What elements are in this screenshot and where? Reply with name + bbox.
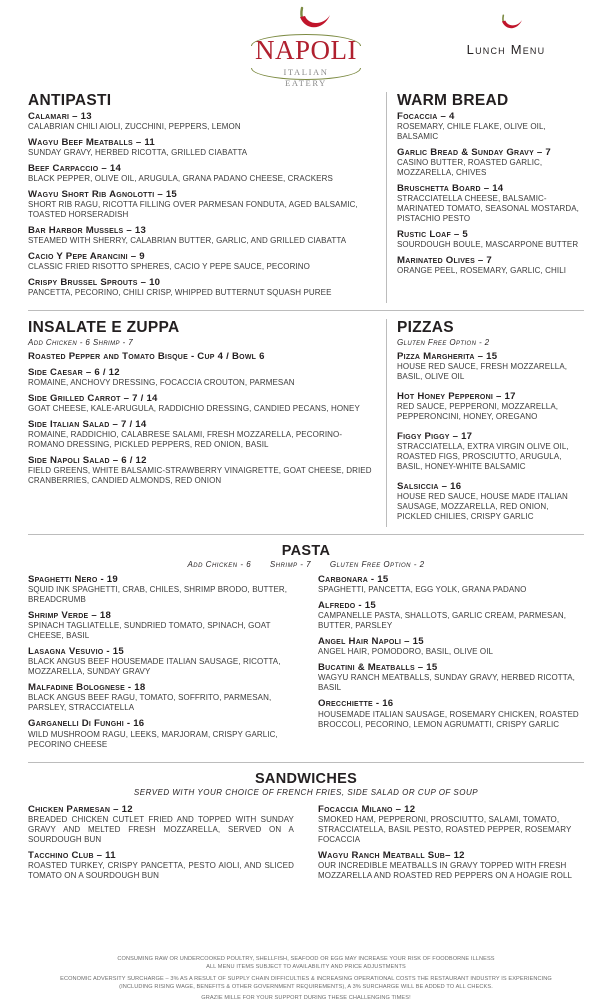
item-description: ROSEMARY, CHILE FLAKE, OLIVE OIL, BALSAMIC xyxy=(397,122,546,142)
item-name: Angel Hair Napoli – 15 xyxy=(318,636,424,648)
column-divider xyxy=(386,319,387,527)
item-name: Orecchiette - 16 xyxy=(318,698,394,710)
menu-item xyxy=(28,646,294,677)
item-description: ANGEL HAIR, POMODORO, BASIL, OLIVE OIL xyxy=(318,647,494,657)
item-description: ORANGE PEEL, ROSEMARY, GARLIC, CHILI xyxy=(397,266,567,276)
item-description: STRACCIATELLA CHEESE, BALSAMIC-MARINATED TOMATO, SEASONAL MOSTARDA, PISTACHIO PESTO xyxy=(397,194,579,224)
item-name: Beef Carpaccio – 14 xyxy=(28,163,122,175)
menu-item xyxy=(28,419,376,450)
item-name: Calamari – 13 xyxy=(28,111,92,122)
item-name: Cacio Y Pepe Arancini – 9 xyxy=(28,251,145,263)
pasta-left-column xyxy=(28,574,294,754)
item-description: RED SAUCE, PEPPERONI, MOZZARELLA, PEPPERONCINI, HONEY, OREGANO xyxy=(397,402,559,422)
item-name: Wagyu Beef Meatballs – 11 xyxy=(28,137,156,149)
insalate-section xyxy=(28,319,386,527)
item-description: SPAGHETTI, PANCETTA, EGG YOLK, GRANA PADANO xyxy=(318,585,527,595)
chili-pepper-icon xyxy=(246,6,366,36)
item-description: WAGYU RANCH MEATBALLS, SUNDAY GRAVY, HERBED RICOTTA, BASIL xyxy=(318,673,575,693)
item-name: Rustic Loaf – 5 xyxy=(397,229,468,241)
item-name: Bucatini & Meatballs – 15 xyxy=(318,662,438,674)
logo-subtitle-italian: ITALIAN xyxy=(283,67,329,77)
menu-item xyxy=(318,698,584,729)
footer-surcharge-line1: ECONOMIC ADVERSITY SURCHARGE – 3% AS A RESULT OF SUPPLY CHAIN DIFFICULTIES & INCREASING OPERATIONAL COSTS THE RESTAURANT INDUSTRY IS EXPERIENCING xyxy=(60,975,552,982)
item-description: ROASTED TURKEY, CRISPY PANCETTA, PESTO AIOLI, AND SLICED TOMATO ON A SOURDOUGH BUN xyxy=(28,860,294,880)
item-description: OUR INCREDIBLE MEATBALLS IN GRAVY TOPPED WITH FRESH MOZZARELLA AND ROASTED RED PEPPERS ON A HOAGIE ROLL xyxy=(318,860,573,880)
antipasti-section xyxy=(28,92,386,303)
menu-item xyxy=(318,662,584,693)
item-description: SOURDOUGH BOULE, MASCARPONE BUTTER xyxy=(397,240,579,250)
item-description: GOAT CHEESE, KALE-ARUGULA, RADDICHIO DRESSING, CANDIED PECANS, HONEY xyxy=(28,404,360,414)
footer-surcharge-line2: (INCLUDING RISING WAGE, BENEFITS & OTHER GOVERNMENT REQUIREMENTS), A 3% SURCHARGE WILL BE ADDED TO ALL CHECKS. xyxy=(119,984,493,991)
item-name: Bar Harbor Mussels – 13 xyxy=(28,225,147,237)
menu-item xyxy=(397,481,584,522)
menu-item xyxy=(28,850,294,881)
menu-item xyxy=(28,718,294,749)
top-columns xyxy=(28,92,584,303)
napoli-logo xyxy=(246,6,366,88)
sandwiches-subtitle: SERVED WITH YOUR CHOICE OF FRENCH FRIES, SIDE SALAD OR CUP OF SOUP xyxy=(133,787,479,797)
menu-item xyxy=(28,393,376,414)
menu-item xyxy=(397,351,584,382)
section-title-sandwiches: SANDWICHES xyxy=(254,770,358,787)
item-description: SMOKED HAM, PEPPERONI, PROSCIUTTO, SALAMI, TOMATO, STRACCIATELLA, BASIL PESTO, ROASTED PEPPER, ROSEMARY FOCACCIA xyxy=(318,814,572,844)
section-title-antipasti: ANTIPASTI xyxy=(28,92,112,109)
menu-item xyxy=(28,574,294,605)
sandwiches-header xyxy=(28,771,584,787)
antipasti-items xyxy=(28,111,376,298)
item-name: Salsiccia – 16 xyxy=(397,481,462,493)
menu-item xyxy=(28,189,376,220)
menu-item xyxy=(318,600,584,631)
menu-item xyxy=(318,804,584,845)
item-name: Lasagna Vesuvio - 15 xyxy=(28,646,124,658)
sandwiches-right-column xyxy=(318,804,584,886)
menu-item xyxy=(28,804,294,845)
pasta-gluten-free: Gluten Free Option - 2 xyxy=(329,560,425,570)
menu-item xyxy=(28,225,376,246)
item-name: Pizza Margherita – 15 xyxy=(397,351,498,363)
item-description: SPINACH TAGLIATELLE, SUNDRIED TOMATO, SPINACH, GOAT CHEESE, BASIL xyxy=(28,621,271,641)
menu-item xyxy=(28,367,376,388)
footer-allergen-notice: CONSUMING RAW OR UNDERCOOKED POULTRY, SHELLFISH, SEAFOOD OR EGG MAY INCREASE YOUR RISK OF FOODBORNE ILLNESS xyxy=(117,956,495,963)
item-description: PANCETTA, PECORINO, CHILI CRISP, WHIPPED BUTTERNUT SQUASH PUREE xyxy=(28,288,332,298)
menu-item xyxy=(28,455,376,486)
item-name: Figgy Piggy – 17 xyxy=(397,431,473,443)
item-description: SQUID INK SPAGHETTI, CRAB, CHILES, SHRIMP BRODO, BUTTER, BREADCRUMB xyxy=(28,585,288,605)
section-divider xyxy=(28,762,584,763)
menu-footer xyxy=(0,955,612,1002)
item-description: STEAMED WITH SHERRY, CALABRIAN BUTTER, GARLIC, AND GRILLED CIABATTA xyxy=(28,236,347,246)
item-name: Spaghetti Nero - 19 xyxy=(28,574,118,586)
item-description: CLASSIC FRIED RISOTTO SPHERES, CACIO Y PEPE SAUCE, PECORINO xyxy=(28,262,310,272)
insalate-subtitle: Add Chicken - 6 Shrimp - 7 xyxy=(28,338,134,348)
item-description: CASINO BUTTER, ROASTED GARLIC, MOZZARELLA, CHIVES xyxy=(397,158,543,178)
item-name: Wagyu Short Rib Agnolotti – 15 xyxy=(28,189,178,201)
section-title-insalate: INSALATE E ZUPPA xyxy=(28,319,180,337)
menu-item xyxy=(28,351,376,362)
column-divider xyxy=(386,92,387,303)
logo-wordmark: NAPOLI xyxy=(255,35,357,65)
menu-item xyxy=(28,111,376,132)
item-name: Hot Honey Pepperoni – 17 xyxy=(397,391,516,403)
pasta-section xyxy=(28,543,584,754)
menu-item xyxy=(318,850,584,881)
item-name: Side Caesar – 6 / 12 xyxy=(28,367,120,379)
item-description: BREADED CHICKEN CUTLET FRIED AND TOPPED WITH SUNDAY GRAVY AND MELTED FRESH MOZZARELLA, SERVED ON A SOURDOUGH BUN xyxy=(28,814,294,844)
menu-item xyxy=(28,163,376,184)
pasta-header xyxy=(28,543,584,559)
pasta-right-column xyxy=(318,574,584,754)
item-name: Side Napoli Salad – 6 / 12 xyxy=(28,455,147,467)
item-description: BLACK ANGUS BEEF HOUSEMADE ITALIAN SAUSAGE, RICOTTA, MOZZARELLA, SUNDAY GRAVY xyxy=(28,657,281,677)
menu-item xyxy=(397,111,584,142)
sandwiches-section xyxy=(28,771,584,886)
item-name: Side Italian Salad – 7 / 14 xyxy=(28,419,147,431)
menu-item xyxy=(318,574,584,595)
pasta-add-shrimp: Shrimp - 7 xyxy=(269,560,312,570)
item-description: FIELD GREENS, WHITE BALSAMIC-STRAWBERRY VINAIGRETTE, GOAT CHEESE, DRIED CRANBERRIES, CANDIED ALMONDS, RED ONION xyxy=(28,466,372,486)
menu-item xyxy=(28,137,376,158)
section-title-warm-bread: WARM BREAD xyxy=(397,92,509,109)
item-name: Garganelli Di Funghi - 16 xyxy=(28,718,145,730)
item-name: Shrimp Verde – 18 xyxy=(28,610,112,622)
footer-availability-notice: ALL MENU ITEMS SUBJECT TO AVAILABILITY AND PRICE ADJUSTMENTS xyxy=(206,964,406,971)
section-divider xyxy=(28,534,584,535)
item-name: Chicken Parmesan – 12 xyxy=(28,803,133,815)
item-name: Roasted Pepper and Tomato Bisque - Cup 4 / Bowl 6 xyxy=(28,351,265,363)
section-divider xyxy=(28,310,584,311)
item-description: HOUSE RED SAUCE, FRESH MOZZARELLA, BASIL, OLIVE OIL xyxy=(397,362,568,382)
pizzas-section xyxy=(397,319,584,527)
item-name: Crispy Brussel Sprouts – 10 xyxy=(28,277,161,289)
item-name: Carbonara - 15 xyxy=(318,574,389,586)
menu-item xyxy=(397,431,584,472)
pasta-subtitle xyxy=(28,560,584,569)
item-name: Garlic Bread & Sunday Gravy – 7 xyxy=(397,147,551,159)
item-description: SHORT RIB RAGU, RICOTTA FILLING OVER PARMESAN FONDUTA, AGED BALSAMIC, TOASTED HORSERADISH xyxy=(28,200,358,220)
chili-pepper-icon-small xyxy=(486,14,526,34)
menu-item xyxy=(28,610,294,641)
menu-header xyxy=(28,0,584,92)
item-description: ROMAINE, ANCHOVY DRESSING, FOCACCIA CROUTON, PARMESAN xyxy=(28,378,295,388)
menu-item xyxy=(397,183,584,224)
lunch-menu-mark xyxy=(436,14,576,57)
item-name: Alfredo - 15 xyxy=(318,600,376,612)
menu-item xyxy=(397,147,584,178)
warm-bread-section xyxy=(397,92,584,303)
item-description: ROMAINE, RADDICHIO, CALABRESE SALAMI, FRESH MOZZARELLA, PECORINO-ROMANO DRESSING, PICKLED PEPPERS, RED ONION, BASIL xyxy=(28,430,343,450)
mid-columns xyxy=(28,319,584,527)
section-title-pizzas: PIZZAS xyxy=(397,319,454,337)
menu-item xyxy=(28,251,376,272)
lunch-menu-label: Lunch Menu xyxy=(466,42,546,57)
footer-thanks: GRAZIE MILLE FOR YOUR SUPPORT DURING THESE CHALLENGING TIMES! xyxy=(201,994,411,1001)
item-name: Tacchino Club – 11 xyxy=(28,849,116,861)
item-description: BLACK ANGUS BEEF RAGU, TOMATO, SOFFRITO, PARMESAN, PARSLEY, STRACCIATELLA xyxy=(28,693,272,713)
sandwiches-left-column xyxy=(28,804,294,886)
item-description: SUNDAY GRAVY, HERBED RICOTTA, GRILLED CIABATTA xyxy=(28,148,248,158)
item-name: Focaccia – 4 xyxy=(397,111,455,122)
section-title-pasta: PASTA xyxy=(281,543,331,560)
item-description: BLACK PEPPER, OLIVE OIL, ARUGULA, GRANA PADANO CHEESE, CRACKERS xyxy=(28,174,333,184)
menu-item xyxy=(397,255,584,276)
pizzas-subtitle: Gluten Free Option - 2 xyxy=(397,338,490,348)
item-name: Malfadine Bolognese - 18 xyxy=(28,682,146,694)
menu-item xyxy=(318,636,584,657)
item-description: HOUSEMADE ITALIAN SAUSAGE, ROSEMARY CHICKEN, ROASTED BROCCOLI, PECORINO, LEMON AGRUMATTI, CRISPY GARLIC xyxy=(318,709,579,729)
menu-item xyxy=(28,682,294,713)
menu-item xyxy=(28,277,376,298)
item-description: STRACCIATELLA, EXTRA VIRGIN OLIVE OIL, ROASTED FIGS, PROSCIUTTO, ARUGULA, BASIL, HONEY-WHITE BALSAMIC xyxy=(397,442,569,472)
item-name: Side Grilled Carrot – 7 / 14 xyxy=(28,393,158,405)
logo-subtitle-eatery: EATERY xyxy=(285,78,327,88)
item-description: CALABRIAN CHILI AIOLI, ZUCCHINI, PEPPERS, LEMON xyxy=(28,122,241,132)
pasta-columns xyxy=(28,574,584,754)
item-description: WILD MUSHROOM RAGU, LEEKS, MARJORAM, CRISPY GARLIC, PECORINO CHEESE xyxy=(28,729,278,749)
item-name: Marinated Olives – 7 xyxy=(397,255,492,267)
warm-bread-items xyxy=(397,111,584,276)
item-name: Wagyu Ranch Meatball Sub– 12 xyxy=(318,849,465,861)
item-description: HOUSE RED SAUCE, HOUSE MADE ITALIAN SAUSAGE, MOZZARELLA, RED ONION, PICKLED CHILIES, CRISPY GARLIC xyxy=(397,492,568,522)
sandwiches-columns xyxy=(28,804,584,886)
item-description: CAMPANELLE PASTA, SHALLOTS, GARLIC CREAM, PARMESAN, BUTTER, PARSLEY xyxy=(318,611,567,631)
menu-item xyxy=(397,229,584,250)
item-name: Focaccia Milano – 12 xyxy=(318,803,416,815)
menu-item xyxy=(397,391,584,422)
item-name: Bruschetta Board – 14 xyxy=(397,183,504,195)
pasta-add-chicken: Add Chicken - 6 xyxy=(187,560,252,570)
